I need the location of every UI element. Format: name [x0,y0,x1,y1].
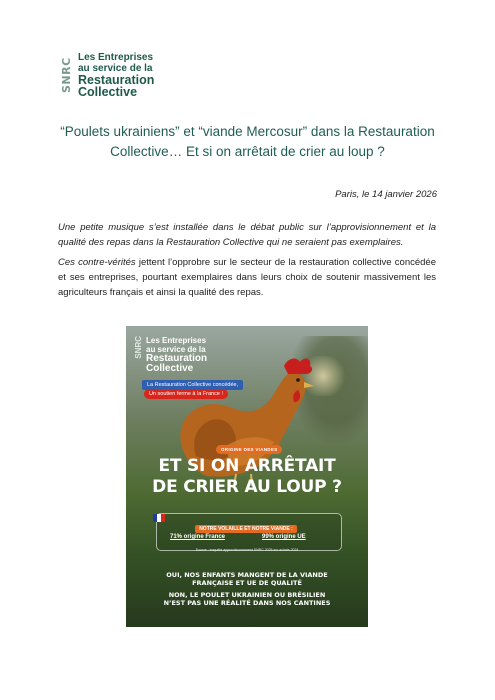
poster-logo-wordmark [146,336,236,374]
paragraph-body-italic: Ces contre-vérités [58,257,136,268]
poster-footline-no-1: NON, LE POULET UKRAINIEN OU BRÉSILIEN [168,591,326,599]
title-line-2: Collective… Et si on arrêtait de crier au loup ? [110,144,385,159]
logo-line-4: Collective [78,85,138,99]
title-line-1: “Poulets ukrainiens” et “viande Mercosur” dans la Restauration [60,124,435,139]
poster-footline-no [126,591,368,607]
poster-logo-mark: SNRC [134,336,143,359]
campaign-poster-image [126,326,368,627]
poster-source-note: Source : enquête approvisionnement SNRC 2025 sur achats 2024 [195,548,299,552]
poster-logo-line-1: Les Entreprises [146,336,207,345]
poster-headline-line-2: DE CRIER AU LOUP ? [152,477,342,497]
poster-origin-tag: ORIGINE DES VIANDES [216,445,282,454]
logo-line-2: au service de la [78,63,153,74]
logo-wordmark [78,52,154,98]
poster-headline-line-1: ET SI ON ARRÊTAIT [158,456,336,476]
logo-line-1: Les Entreprises [78,52,154,63]
poster-red-label: Un soutien ferme à la France ! [144,389,228,399]
poster-blue-label: La Restauration Collective concédée, [142,380,243,390]
poster-logo-line-4: Collective [146,363,194,374]
poster-logo-line-3: Restauration [146,353,208,364]
paragraph-body [58,255,436,300]
poster-footline-no-2: N’EST PAS UNE RÉALITÉ DANS NOS CANTINES [163,599,331,607]
document-title [40,122,455,162]
french-flag-icon [153,514,165,522]
poster-logo-line-2: au service de la [146,345,206,354]
dateline: Paris, le 14 janvier 2026 [335,189,437,200]
poster-headline [126,456,368,498]
logo-mark: SNRC [60,57,73,93]
logo-line-3: Restauration [78,73,155,87]
poster-stats-header-text: NOTRE VOLAILLE ET NOTRE VIANDE : [195,525,297,533]
paragraph-body-rest: jettent l’opprobre sur le secteur de la restauration collective concédée et ses entreprises, pourtant exemplaires dans leurs choix de soutenir massivement les agriculteurs français et ainsi la qualité des repas. [58,257,436,298]
snrc-logo [60,52,180,102]
paragraph-intro: Une petite musique s’est installée dans le débat public sur l’approvisionnement et la qualité des repas dans la Restauration Collective qui ne seraient pas exemplaires. [58,222,436,248]
stat-origin-ue: 99% origine UE [262,534,306,540]
poster-footline-yes-1: OUI, NOS ENFANTS MANGENT DE LA VIANDE [166,571,328,579]
stat-origin-france: 71% origine France [170,534,226,540]
poster-stats-header [166,517,326,535]
poster-footline-yes-2: FRANÇAISE ET UE DE QUALITÉ [192,579,302,587]
poster-footline-yes [126,571,368,587]
